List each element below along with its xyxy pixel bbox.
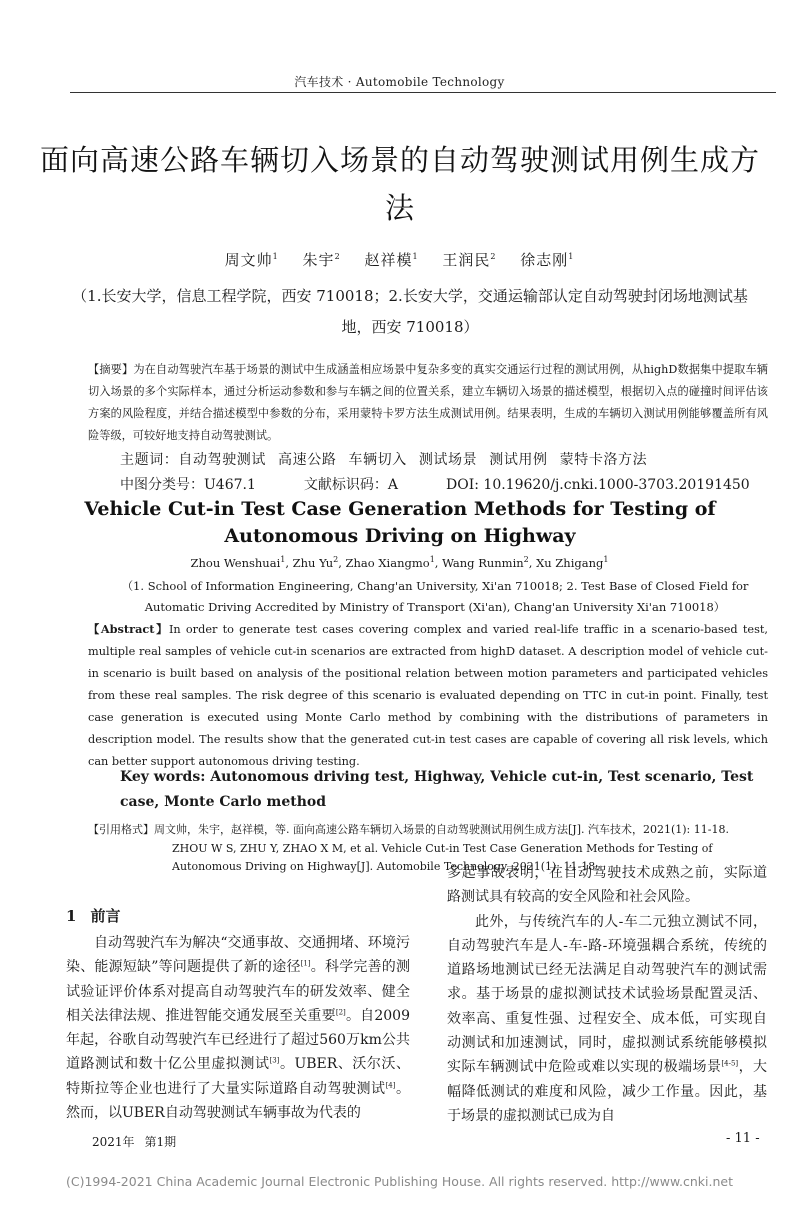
affiliation-en: （1. School of Information Engineering, Chang'an University, Xi'an 710018; 2. Test Base of Closed Field for Automatic Driving Accredited by Ministry of Transport (Xi'an), Chang'an University Xi'an 710018） (121, 579, 749, 614)
doc-code: A (387, 477, 399, 493)
abstract-en (88, 618, 768, 773)
author-cn: 周文帅$^1$ (224, 251, 279, 269)
body-column-right (447, 861, 767, 1128)
copyright-watermark: (C)1994-2021 China Academic Journal Electronic Publishing House. All rights reserved. http://www.cnki.net (66, 1174, 733, 1189)
keywords-en: Key words: Autonomous driving test, Highway, Vehicle cut-in, Test scenario, Test case, Monte Carlo method (120, 769, 754, 810)
ref-mark: [4-5] (721, 1059, 739, 1068)
header-rule (70, 92, 776, 93)
author-cn: 赵祥模$^1$ (364, 251, 419, 269)
keyword-cn: 测试场景 (418, 452, 478, 468)
ref-mark: [2] (335, 1008, 346, 1017)
author-en: Xu Zhigang$^1$ (536, 555, 609, 570)
author-en: Wang Runmin$^2$ (442, 555, 529, 570)
ref-mark: [4] (385, 1081, 396, 1090)
footer-issue: 2021年 第1期 (92, 1135, 177, 1149)
author-cn: 徐志刚$^1$ (520, 251, 575, 269)
author-en: Zhao Xiangmo$^1$ (345, 555, 435, 570)
abstract-cn (88, 359, 768, 447)
abstract-cn-label: 【摘要】 (88, 363, 134, 376)
author-en: Zhou Wenshuai$^1$ (190, 555, 286, 570)
abstract-en-label: 【Abstract】 (88, 622, 169, 636)
keyword-cn: 自动驾驶测试 (178, 452, 267, 468)
keyword-cn: 测试用例 (489, 452, 548, 468)
paragraph: 此外，与传统汽车的人-车二元独立测试不同，自动驾驶汽车是人-车-路-环境强耦合系统，传统的道路场地测试已经无法满足自动驾驶汽车的测试需求。基于场景的虚拟测试技术试验场景配置灵活、效率高、重复性强、过程安全、成本低，可实现自动测试和加速测试，同时，虚拟测试系统能够模拟实际车辆测试中危险或难以实现的极端场景[4-5]，大幅降低测试的难度和风险，减少工作量。因此，基于场景的虚拟测试已成为自 (447, 913, 768, 1124)
title-en: Vehicle Cut-in Test Case Generation Methods for Testing of Autonomous Driving on Highway (84, 498, 716, 547)
classification-line: 中图分类号：U467.1 文献标识码：A DOI: 10.19620/j.cnki.1000-3703.20191450 (120, 477, 750, 493)
affiliation-cn: （1.长安大学，信息工程学院，西安 710018；2.长安大学，交通运输部认定自动驾驶封闭场地测试基地，西安 710018） (72, 287, 748, 336)
authors-en: Zhou Wenshuai$^1$, Zhu Yu$^2$, Zhao Xiangmo$^1$, Wang Runmin$^2$, Xu Zhigang$^1$ (190, 555, 609, 570)
ref-mark: [3] (269, 1056, 280, 1065)
paragraph: 自动驾驶汽车为解决“交通事故、交通拥堵、环境污染、能源短缺”等问题提供了新的途径[1]。科学完善的测试验证评价体系对提高自动驾驶汽车的研发效率、健全相关法律法规、推进智能交通发展至关重要[2]。自2009年起，谷歌自动驾驶汽车已经进行了超过560万km公共道路测试和数十亿公里虚拟测试[3]。UBER、沃尔沃、特斯拉等企业也进行了大量实际道路自动驾驶测试[4]。然而，以UBER自动驾驶测试车辆事故为代表的 (66, 935, 411, 1122)
title-cn: 面向高速公路车辆切入场景的自动驾驶测试用例生成方法 (40, 143, 761, 225)
citation-cn: 【引用格式】周文帅，朱宇，赵祥模，等. 面向高速公路车辆切入场景的自动驾驶测试用例生成方法[J]. 汽车技术，2021(1): 11-18. (88, 823, 729, 836)
keywords-cn: 主题词：自动驾驶测试 高速公路 车辆切入 测试场景 测试用例 蒙特卡洛方法 (120, 452, 648, 468)
page-number: - 11 - (726, 1131, 760, 1146)
keyword-cn: 蒙特卡洛方法 (559, 452, 648, 468)
keyword-cn: 高速公路 (278, 452, 337, 468)
paragraph: 多起事故表明，在自动驾驶技术成熟之前，实际道路测试具有较高的安全风险和社会风险。 (447, 865, 767, 906)
abstract-cn-text: 为在自动驾驶汽车基于场景的测试中生成涵盖相应场景中复杂多变的真实交通运行过程的测试用例，从highD数据集中提取车辆切入场景的多个实际样本，通过分析运动参数和参与车辆之间的位置关系，建立车辆切入场景的描述模型，根据切入点的碰撞时间评估该方案的风险程度，并结合描述模型中参数的分布，采用蒙特卡罗方法生成测试用例。结果表明，生成的车辆切入测试用例能够覆盖所有风险等级，可较好地支持自动驾驶测试。 (88, 363, 768, 442)
clc-number: U467.1 (204, 477, 256, 493)
authors-cn (0, 249, 799, 270)
section-heading (66, 905, 120, 926)
journal-header: 汽车技术 · Automobile Technology (294, 75, 505, 89)
section-title: 前言 (90, 907, 121, 925)
body-column-left (66, 931, 410, 1125)
citation-en: ZHOU W S, ZHU Y, ZHAO X M, et al. Vehicle Cut-in Test Case Generation Methods for Testing of Autonomous Driving on Highway[J]. Automobile Technology, 2021(1): 11-18. (172, 841, 713, 873)
abstract-en-text: In order to generate test cases covering complex and varied real-life traffic in a scenario-based test, multiple real samples of vehicle cut-in scenarios are extracted from highD dataset. A description model of vehicle cut-in scenario is built based on analysis of the positional relation between motion parameters and participated vehicles from these real samples. The risk degree of this scenario is evaluated depending on TTC in cut-in point. Finally, test case generation is executed using Monte Carlo method by combining with the distributions of parameters in description model. The results show that the generated cut-in test cases are capable of covering all risk levels, which can better support autonomous driving testing. (88, 623, 768, 768)
keyword-cn: 车辆切入 (348, 452, 407, 468)
author-cn: 王润民$^2$ (442, 251, 497, 269)
section-number: 1 (66, 907, 77, 925)
author-en: Zhu Yu$^2$ (292, 555, 339, 570)
doi: 10.19620/j.cnki.1000-3703.20191450 (483, 477, 750, 493)
author-cn: 朱宇$^2$ (302, 251, 341, 269)
ref-mark: [1] (300, 959, 311, 968)
